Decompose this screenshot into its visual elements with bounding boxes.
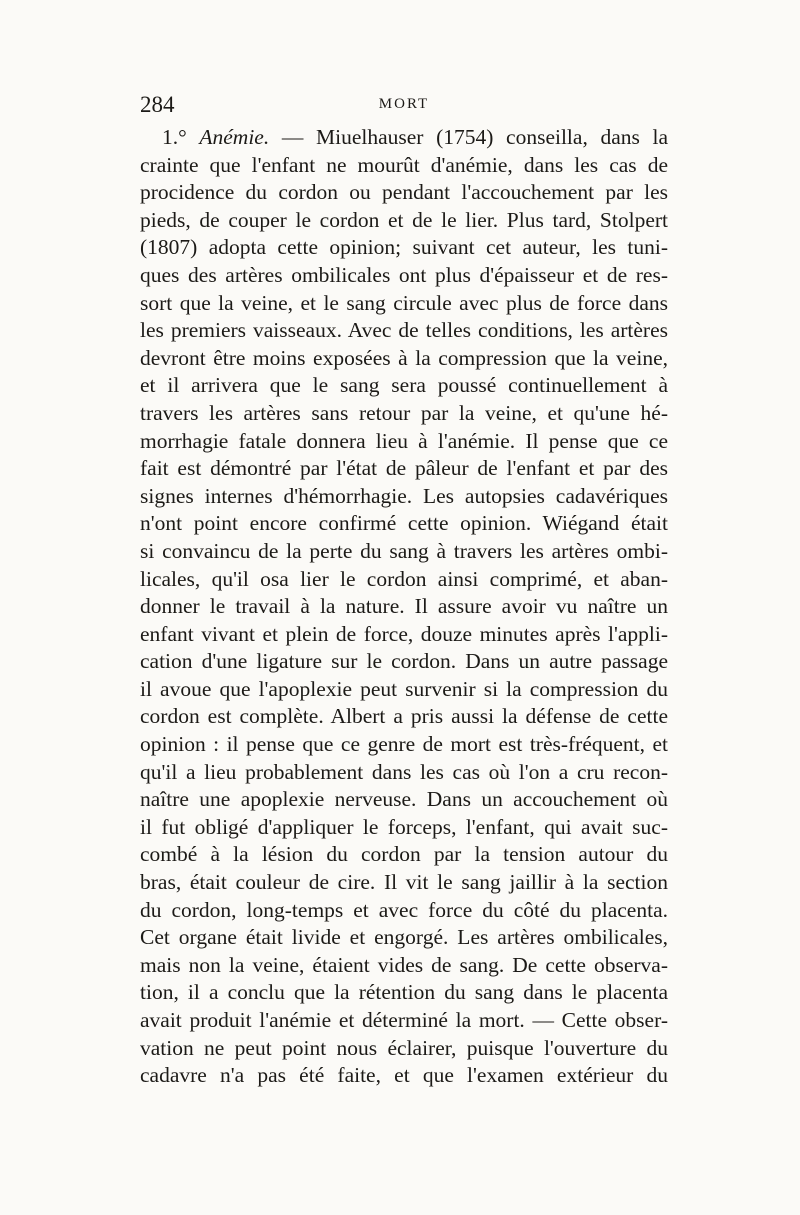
text-line: tion, il a conclu que la rétention du sang dans le placenta (140, 980, 668, 1005)
text-line: avait produit l'anémie et déterminé la mort. — Cette obser- (140, 1008, 668, 1032)
section-number: 1.° (162, 125, 187, 149)
text-line: devront être moins exposées à la compression que la veine, (140, 345, 668, 370)
text-line: cordon est complète. Albert a pris aussi la défense de cette (140, 704, 668, 729)
text-line: enfant vivant et plein de force, douze minutes après l'appli- (140, 621, 668, 646)
text-line: combé à la lésion du cordon par la tension autour du (140, 842, 668, 867)
text-line: morrhagie fatale donnera lieu à l'anémie. Il pense que ce (140, 428, 668, 453)
text-line: les premiers vaisseaux. Avec de telles conditions, les artères (140, 318, 668, 343)
text-line: opinion : il pense que ce genre de mort est très-fréquent, et (140, 732, 668, 757)
text-line: pieds, de couper le cordon et de le lier. Plus tard, Stolpert (140, 207, 668, 232)
text-line: licales, qu'il osa lier le cordon ainsi comprimé, et aban- (140, 566, 668, 591)
text-line: il avoue que l'apoplexie peut survenir si la compression du (140, 676, 668, 701)
text-line: (1807) adopta cette opinion; suivant cet auteur, les tuni- (140, 235, 668, 260)
text-line: bras, était couleur de cire. Il vit le sang jaillir à la section (140, 870, 668, 895)
text-line: n'ont point encore confirmé cette opinion. Wiégand était (140, 511, 668, 536)
text-line: qu'il a lieu probablement dans les cas où l'on a cru recon- (140, 759, 668, 784)
text-line: travers les artères sans retour par la veine, et qu'une hé- (140, 400, 668, 425)
text-line: naître une apoplexie nerveuse. Dans un accouchement où (140, 787, 668, 812)
text-line: cadavre n'a pas été faite, et que l'examen extérieur du (140, 1063, 668, 1088)
text-line (140, 124, 668, 152)
text-line: procidence du cordon ou pendant l'accouchement par les (140, 180, 668, 205)
text-line: vation ne peut point nous éclairer, puisque l'ouverture du (140, 1035, 668, 1060)
text-line: sort que la veine, et le sang circule avec plus de force dans (140, 290, 668, 315)
text-line: signes internes d'hémorrhagie. Les autopsies cadavériques (140, 483, 668, 508)
page-header (140, 92, 668, 122)
text-line: du cordon, long-temps et avec force du côté du placenta. (140, 897, 668, 922)
text-line: donner le travail à la nature. Il assure avoir vu naître un (140, 594, 668, 619)
body-text (140, 124, 668, 1090)
section-title: Anémie. (199, 125, 270, 149)
text-line: Cet organe était livide et engorgé. Les artères ombilicales, (140, 925, 668, 950)
text-line: fait est démontré par l'état de pâleur de l'enfant et par des (140, 456, 668, 481)
text-line: si convaincu de la perte du sang à travers les artères ombi- (140, 538, 668, 563)
text-line: ques des artères ombilicales ont plus d'épaisseur et de res- (140, 262, 668, 287)
text-line: mais non la veine, étaient vides de sang. De cette observa- (140, 952, 668, 977)
page-number: 284 (140, 92, 175, 117)
text-line: il fut obligé d'appliquer le forceps, l'enfant, qui avait suc- (140, 814, 668, 839)
text-line: cation d'une ligature sur le cordon. Dans un autre passage (140, 649, 668, 674)
text-line: et il arrivera que le sang sera poussé continuellement à (140, 373, 668, 398)
text-line: crainte que l'enfant ne mourût d'anémie, dans les cas de (140, 152, 668, 177)
line-text: — Miuelhauser (1754) conseilla, dans la (281, 125, 669, 149)
running-title: MORT (378, 96, 430, 112)
